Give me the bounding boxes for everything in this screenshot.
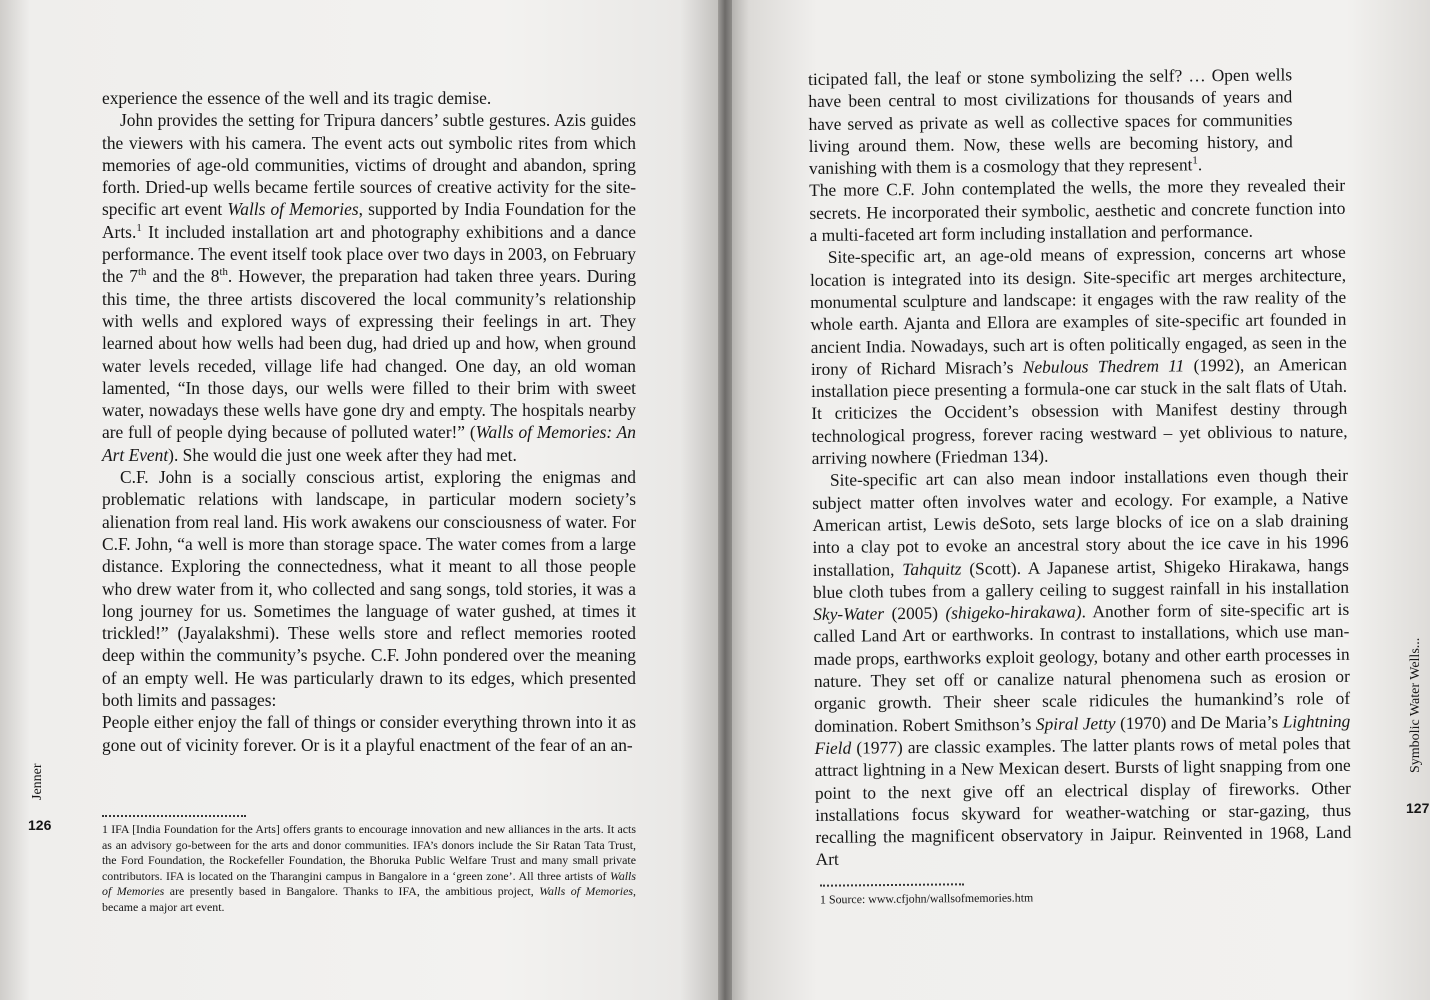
right-footnote: 1 Source: www.cfjohn/wallsofmemories.htm [819,890,1034,907]
right-paragraph-3: Site-specific art can also mean indoor installations even though their subject matter often involves water and ecology. For example, a Native American artist, Lewis deSoto, sets large blocks of ice on a slab draining into a clay pot to evoke an ancestral story about the ice cave in his 1996 installation, Tahquitz (Scott). A Japanese artist, Shigeko Hirakawa, hangs blue cloth tubes from a gallery ceiling to suggest rainfall in his installation Sky-Water (2005) (shigeko-hirakawa). Another form of site-specific art is called Land Art or earthworks. In contrast to installations, which use man-made props, earthworks exploit geology, botany and other earth processes in nature. They set off or canalize natural phenomena such as erosion or organic growth. Their sheer scale ridicules the humankind’s role of domination. Robert Smithson’s Spiral Jetty (1970) and De Maria’s Lightning Field (1977) are classic examples. The latter plants rows of metal poles that attract lightning in a New Mexican desert. Bursts of light snapping from one point to the next give off an electrical display of fireworks. Other installations focus skyward for weather-watching or star-gazing, thus recalling the magnificent observatory in Jaipur. Reinvented in 1968, Land Art [812,465,1352,870]
left-page-number: 126 [28,817,52,833]
left-paragraph-1: experience the essence of the well and its tragic demise. [102,88,492,108]
right-page-number: 127 [1406,800,1430,816]
left-page-body [102,87,636,756]
book-gutter [718,0,732,1000]
left-block-quote: People either enjoy the fall of things or consider everything thrown into it as gone out of vicinity forever. Or is it a playful enactment of the fear of an an- [102,712,636,755]
work-title: Nebulous Thedrem 11 [1022,355,1185,377]
right-running-head: Symbolic Water Wells... [1408,637,1423,773]
right-page-body [808,63,1352,871]
right-block-quote: ticipated fall, the leaf or stone symbolizing the self? … Open wells have been central to most civilizations for thousands of years and have served as private as well as collective spaces for communities living around them. Now, these wells are becoming history, and vanishing with them is a cosmology that they represent$^1$. [808,64,1293,179]
right-paragraph-2: Site-specific art, an age-old means of expression, concerns art whose location is integrated into its design. Site-specific art merges architecture, monumental sculpture and landscape: it engages with the raw reality of the whole earth. Ajanta and Ellora are examples of site-specific art founded in ancient India. Nowadays, such art is often politically engaged, as seen in the irony of Richard Misrach’s Nebulous Thedrem 11 (1992), an American installation piece presenting a formula-one car stuck in the salt flats of Utah. It criticizes the Occident’s obsession with Manifest destiny through technological progress, forever racing westward – yet oblivious to nature, arriving nowhere (Friedman 134). [809,242,1348,469]
left-footnote-rule [102,815,246,817]
right-paragraph-1: The more C.F. John contemplated the wells, the more they revealed their secrets. He incorporated their symbolic, aesthetic and concrete function into a multi-faceted art form including installation and performance. [809,175,1346,246]
left-footnote: 1 IFA [India Foundation for the Arts] offers grants to encourage innovation and new alliances in the arts. It acts as an advisory go-between for the arts and donor communities. IFA’s donors include the Sir Ratan Tata Trust, the Ford Foundation, the Rockefeller Foundation, the Bhoruka Public Welfare Trust and many small private contributors. IFA is located on the Tharangini campus in Bangalore in a ‘green zone’. All three artists of Walls of Memories are presently based in Bangalore. Thanks to IFA, the ambitious project, Walls of Memories, became a major art event. [102,822,636,914]
left-paragraph-3: C.F. John is a socially conscious artist, exploring the enigmas and problematic relations with landscape, in particular modern society’s alienation from real land. His work awakens our consciousness of water. For C.F. John, “a well is more than storage space. The water comes from a large distance. Exploring the connectedness, what it meant to all those people who drew water from it, who collected and sang songs, told stories, it was a long journey for us. Sometimes the language of water gushed, at times it trickled!” (Jayalakshmi). These wells store and reflect memories rooted deep within the community’s psyche. C.F. John pondered over the meaning of an empty well. He was particularly drawn to its edges, which presented both limits and passages: [102,467,636,711]
work-title: Walls of Memories [227,199,359,220]
citation-title: Walls of Memories: An Art Event [102,422,636,465]
footnote-ref: 1 [136,221,142,234]
left-paragraph-2: John provides the setting for Tripura dancers’ subtle gestures. Azis guides the viewers with his camera. The event acts out symbolic rites from which memories of age-old communities, victims of drought and abandon, spring forth. Dried-up wells became fertile sources of creative activity for the site-specific art event Walls of Memories, supported by India Foundation for the Arts.$^1$ It included installation art and photography exhibitions and a dance performance. The event itself took place over two days in 2003, on February the 7th and the 8th. However, the preparation had taken three years. During this time, the three artists discovered the local community’s relationship with wells and explored ways of expressing their feelings in art. They learned about how wells had been dug, had dried up and how, when ground water levels receded, village life had changed. One day, an old woman lamented, “In those days, our wells were filled to their brim with sweet water, nowadays these wells have gone dry and empty. The hospitals nearby are full of people dying because of polluted water!” (Walls of Memories: An Art Event). She would die just one week after they had met. [102,110,637,465]
footnote-ref: 1 [1192,154,1198,167]
left-running-head: Jenner [30,763,45,800]
